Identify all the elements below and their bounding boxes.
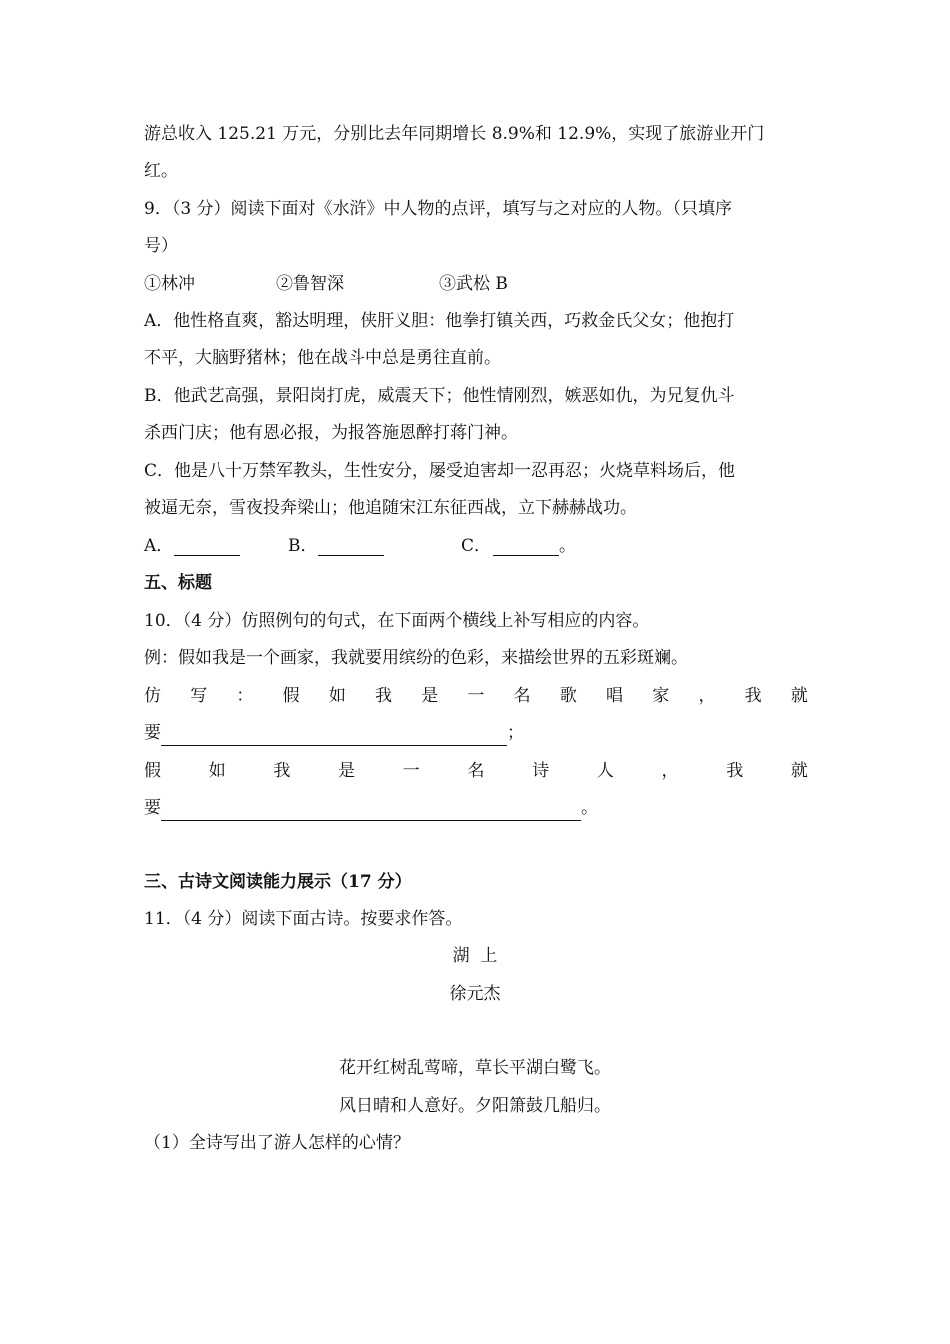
justified-char: 就 [790, 761, 808, 781]
justified-char: 我 [726, 761, 744, 781]
justified-char: 一 [402, 761, 420, 781]
justified-char: 歌 [559, 686, 577, 706]
justified-char: 唱 [606, 686, 624, 706]
q9-option-c-line-2: 被逼无奈，雪夜投奔梁山；他追随宋江东征西战，立下赫赫战功。 [144, 498, 637, 518]
justified-char: 仿 [144, 686, 161, 706]
q9-choices [144, 271, 808, 297]
q11-sub-question-1: （1）全诗写出了游人怎样的心情？ [144, 1133, 410, 1153]
q9-answer-c-label: C． [461, 536, 492, 556]
q10-blank-1-suffix: ； [507, 723, 524, 743]
q9-option-b-line-1: B．他武艺高强，景阳岗打虎，威震天下；他性情刚烈，嫉恶如仇，为兄复仇斗 [144, 386, 735, 406]
q10-imitation-line-2 [144, 758, 808, 784]
justified-char: ： [236, 686, 254, 706]
justified-char: 名 [467, 761, 485, 781]
justified-char: 是 [421, 686, 439, 706]
q9-answer-c-blank[interactable] [493, 535, 559, 556]
q9-option-a-line-1: A．他性格直爽，豁达明理，侠肝义胆：他拳打镇关西，巧救金氏父女；他抱打 [144, 311, 735, 331]
q10-imitation-line-1 [144, 683, 808, 709]
q9-option-c-line-1: C．他是八十万禁军教头，生性安分，屡受迫害却一忍再忍；火烧草料场后，他 [144, 461, 736, 481]
q9-answer-row [144, 533, 808, 559]
q11-stem: 11．（4 分）阅读下面古诗。按要求作答。 [144, 909, 463, 929]
intro-line-1: 游总收入 125.21 万元，分别比去年同期增长 8.9%和 12.9%，实现了旅游业开门 [144, 124, 765, 144]
justified-char: 名 [513, 686, 531, 706]
justified-char: 家 [652, 686, 670, 706]
justified-char: 我 [375, 686, 393, 706]
poem-author: 徐元杰 [449, 984, 501, 1004]
q9-answer-b-blank[interactable] [318, 535, 384, 556]
q9-choice-2: ②鲁智深 [276, 274, 344, 294]
justified-char: 就 [790, 686, 808, 706]
justified-char: 我 [744, 686, 762, 706]
q10-blank-line-2 [144, 795, 808, 821]
justified-char: 假 [144, 761, 161, 781]
q9-answer-a-blank[interactable] [174, 535, 240, 556]
section-5-title: 五、标题 [144, 573, 212, 593]
q9-answer-b-label: B． [288, 536, 318, 556]
poem-line-1: 花开红树乱莺啼，草长平湖白鹭飞。 [339, 1058, 611, 1078]
q10-answer-blank-2[interactable] [161, 800, 581, 821]
q10-blank-2-suffix: 。 [581, 798, 598, 818]
q10-answer-blank-1[interactable] [161, 725, 507, 746]
q9-option-a-line-2: 不平，大脑野猪林；他在战斗中总是勇往直前。 [144, 348, 501, 368]
q9-stem-line-1: 9．（3 分）阅读下面对《水浒》中人物的点评，填写与之对应的人物。（只填序 [144, 199, 733, 219]
poem-line-2: 风日晴和人意好。夕阳箫鼓几船归。 [339, 1096, 611, 1116]
justified-char: ， [698, 686, 716, 706]
q10-blank-2-prefix: 要 [144, 798, 161, 818]
q9-answer-end: 。 [559, 536, 576, 556]
justified-char: 是 [338, 761, 356, 781]
q9-choice-3: ③武松 B [439, 274, 508, 294]
justified-char: 如 [208, 761, 226, 781]
intro-line-2: 红。 [144, 161, 178, 181]
q9-stem-line-2: 号） [144, 236, 178, 256]
justified-char: 我 [273, 761, 291, 781]
q10-blank-line-1 [144, 720, 808, 746]
justified-char: ， [661, 761, 679, 781]
q10-blank-1-prefix: 要 [144, 723, 161, 743]
justified-char: 诗 [532, 761, 550, 781]
justified-char: 假 [282, 686, 300, 706]
q9-option-b-line-2: 杀西门庆；他有恩必报，为报答施恩醉打蒋门神。 [144, 423, 518, 443]
justified-char: 人 [596, 761, 614, 781]
justified-char: 一 [467, 686, 485, 706]
poem-title: 湖 上 [452, 946, 498, 966]
q10-stem: 10．（4 分）仿照例句的句式，在下面两个横线上补写相应的内容。 [144, 611, 650, 631]
q9-choice-1: ①林冲 [144, 274, 195, 294]
q9-answer-a-label: A． [144, 536, 174, 556]
justified-char: 如 [328, 686, 346, 706]
justified-char: 写 [190, 686, 208, 706]
section-3-title: 三、古诗文阅读能力展示（17 分） [144, 872, 412, 892]
q10-example: 例：假如我是一个画家，我就要用缤纷的色彩，来描绘世界的五彩斑斓。 [144, 648, 688, 668]
